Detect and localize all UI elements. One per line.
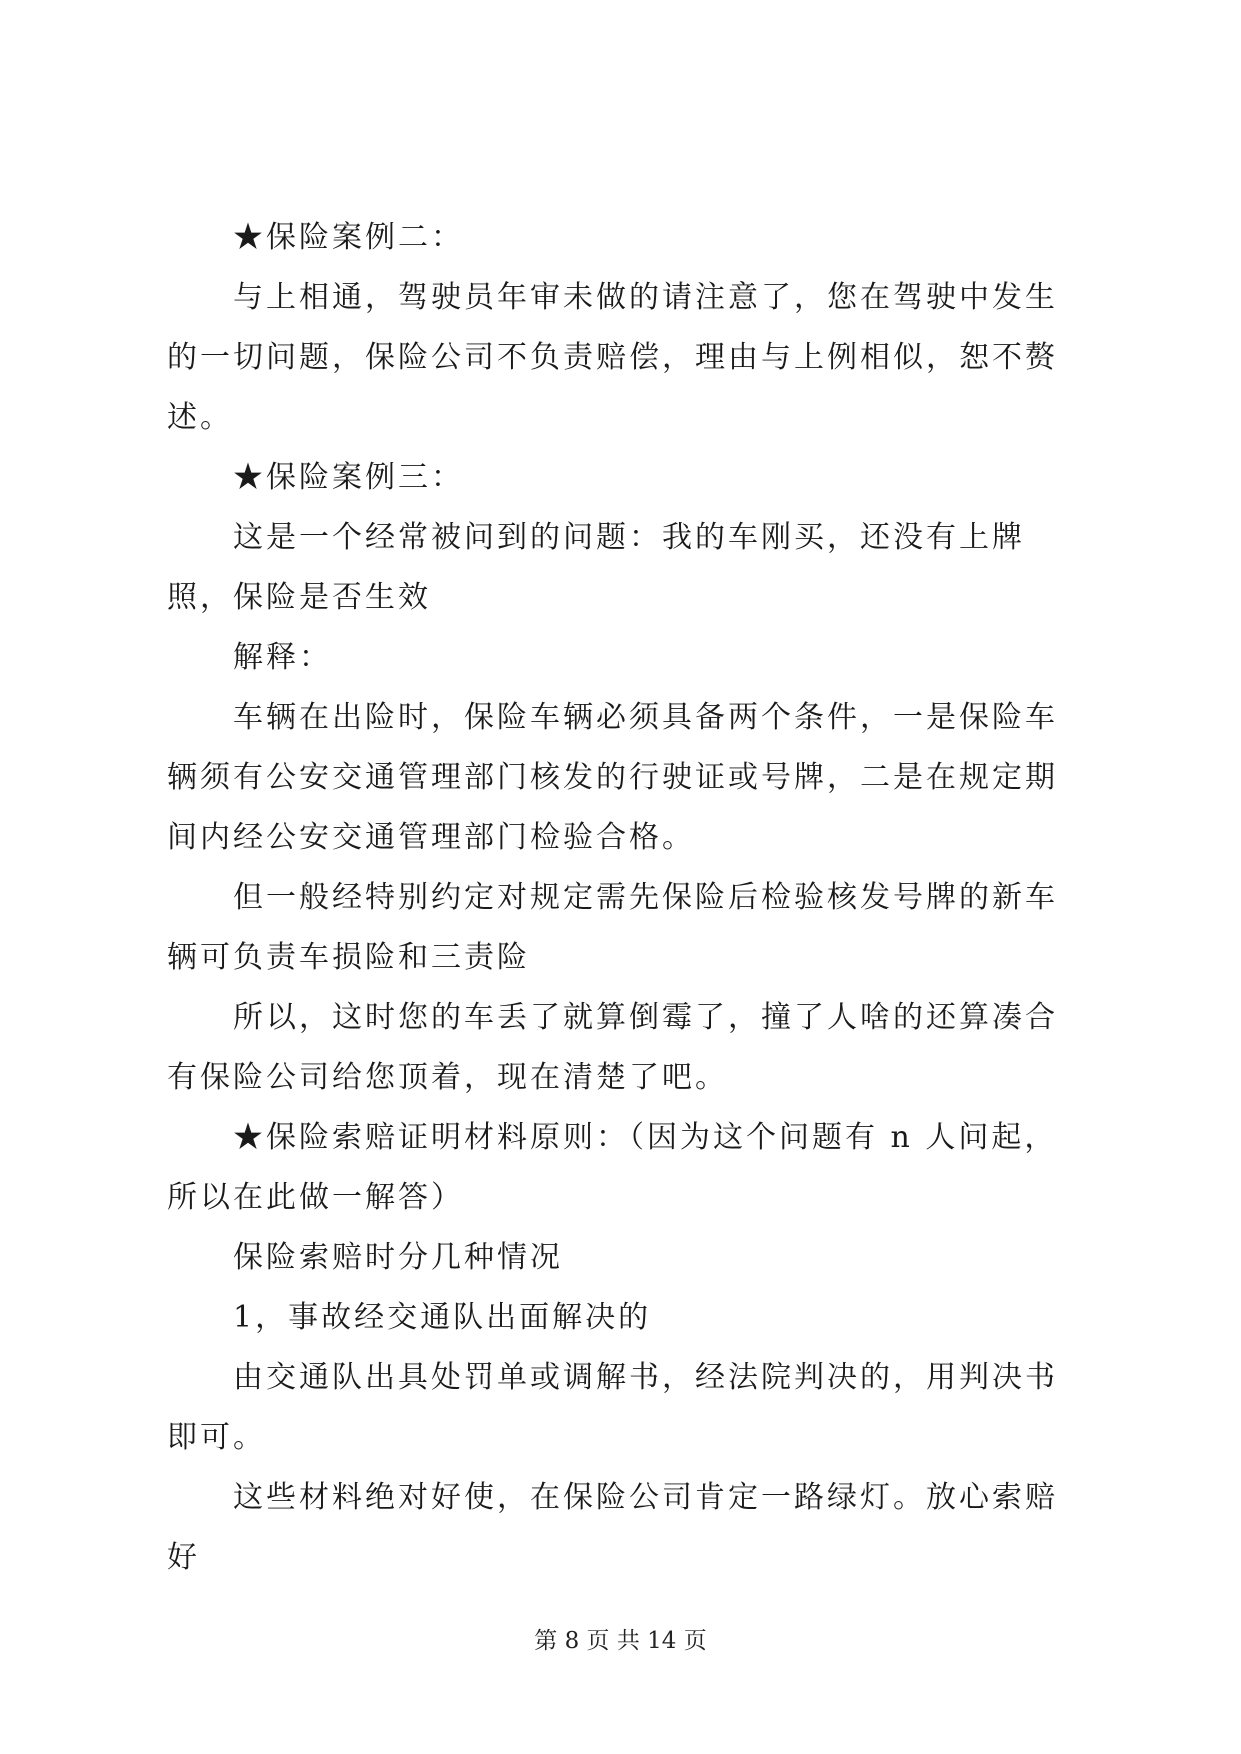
paragraph-two-conditions: 车辆在出险时，保险车辆必须具备两个条件，一是保险车辆须有公安交通管理部门核发的行驶证或号牌，二是在规定期间内经公安交通管理部门检验合格。 (167, 700, 1058, 855)
heading-case-three: ★保险案例三： (233, 460, 464, 495)
heading-case-two: ★保险案例二： (233, 220, 464, 255)
paragraph-documents-issued: 由交通队出具处罚单或调解书，经法院判决的，用判决书即可。 (167, 1360, 1058, 1455)
heading-claim-materials: ★保险索赔证明材料原则：（因为这个问题有 n 人问起，所以在此做一解答） (167, 1120, 1058, 1215)
paragraph-new-car-question: 这是一个经常被问到的问题：我的车刚买，还没有上牌照，保险是否生效 (167, 520, 1025, 615)
document-body (167, 208, 1087, 1588)
list-item-traffic-police: 1，事故经交通队出面解决的 (233, 1300, 652, 1335)
paragraph-green-light: 这些材料绝对好使，在保险公司肯定一路绿灯。放心索赔好 (167, 1480, 1058, 1575)
label-explanation: 解释： (233, 640, 332, 675)
paragraph-conclusion: 所以，这时您的车丢了就算倒霉了，撞了人啥的还算凑合有保险公司给您顶着，现在清楚了吧。 (167, 1000, 1058, 1095)
paragraph-special-agreement: 但一般经特别约定对规定需先保险后检验核发号牌的新车辆可负责车损险和三责险 (167, 880, 1058, 975)
page-number-footer: 第 8 页 共 14 页 (534, 1628, 707, 1654)
paragraph-annual-review: 与上相通，驾驶员年审未做的请注意了，您在驾驶中发生的一切问题，保险公司不负责赔偿，理由与上例相似，恕不赘述。 (167, 280, 1058, 435)
paragraph-claim-situations: 保险索赔时分几种情况 (233, 1240, 563, 1275)
